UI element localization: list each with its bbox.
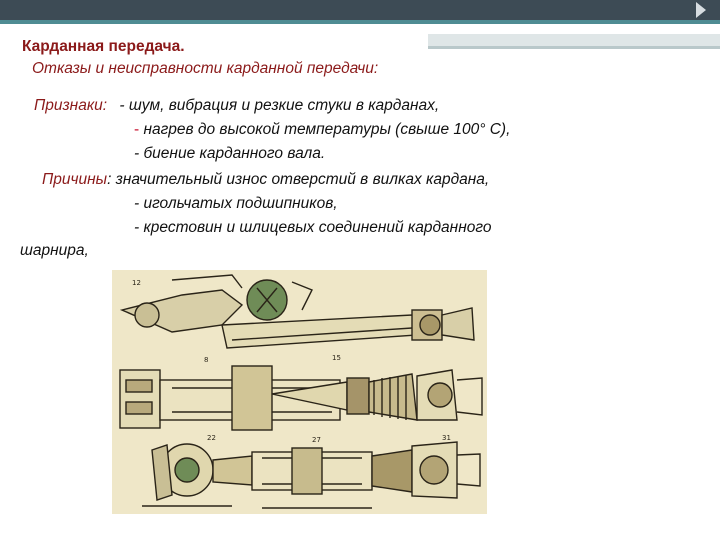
header-bar	[0, 0, 720, 24]
driveshaft-drawing	[112, 270, 487, 514]
header-teal-strip	[0, 20, 720, 24]
cause-item-1: - игольчатых подшипников,	[134, 195, 338, 212]
svg-text:27: 27	[312, 436, 321, 444]
svg-text:31: 31	[442, 434, 451, 442]
header-notch	[428, 34, 720, 46]
cause-item-3: шарнира,	[20, 242, 89, 259]
signs-label: Признаки:	[34, 97, 108, 114]
header-dark-strip	[0, 0, 720, 20]
svg-text:8: 8	[204, 356, 209, 364]
slide-subtitle: Отказы и неисправности карданной передачи:	[32, 60, 379, 77]
svg-text:12: 12	[132, 279, 141, 287]
driveshaft-diagram	[112, 270, 487, 514]
svg-text:22: 22	[207, 434, 216, 442]
signs-line-1	[34, 95, 439, 117]
sign-item-1: - шум, вибрация и резкие стуки в карданах,	[119, 97, 440, 114]
signs-line-2	[134, 119, 510, 141]
slide-title: Карданная передача.	[22, 38, 185, 55]
causes-line-1	[42, 169, 489, 191]
header-notch-line	[428, 46, 720, 49]
cause-item-2: - крестовин и шлицевых соединений карданного	[134, 219, 492, 236]
causes-label: Причины	[42, 171, 108, 188]
sign-item-3: - биение карданного вала.	[134, 145, 326, 162]
cause-intro: : значительный износ отверстий в вилках кардана,	[107, 171, 490, 188]
red-dash: -	[134, 121, 140, 138]
triangle-right-icon[interactable]	[696, 2, 706, 18]
svg-text:15: 15	[332, 354, 341, 362]
sign-item-2: нагрев до высокой температуры (свыше 100° С),	[143, 121, 511, 138]
